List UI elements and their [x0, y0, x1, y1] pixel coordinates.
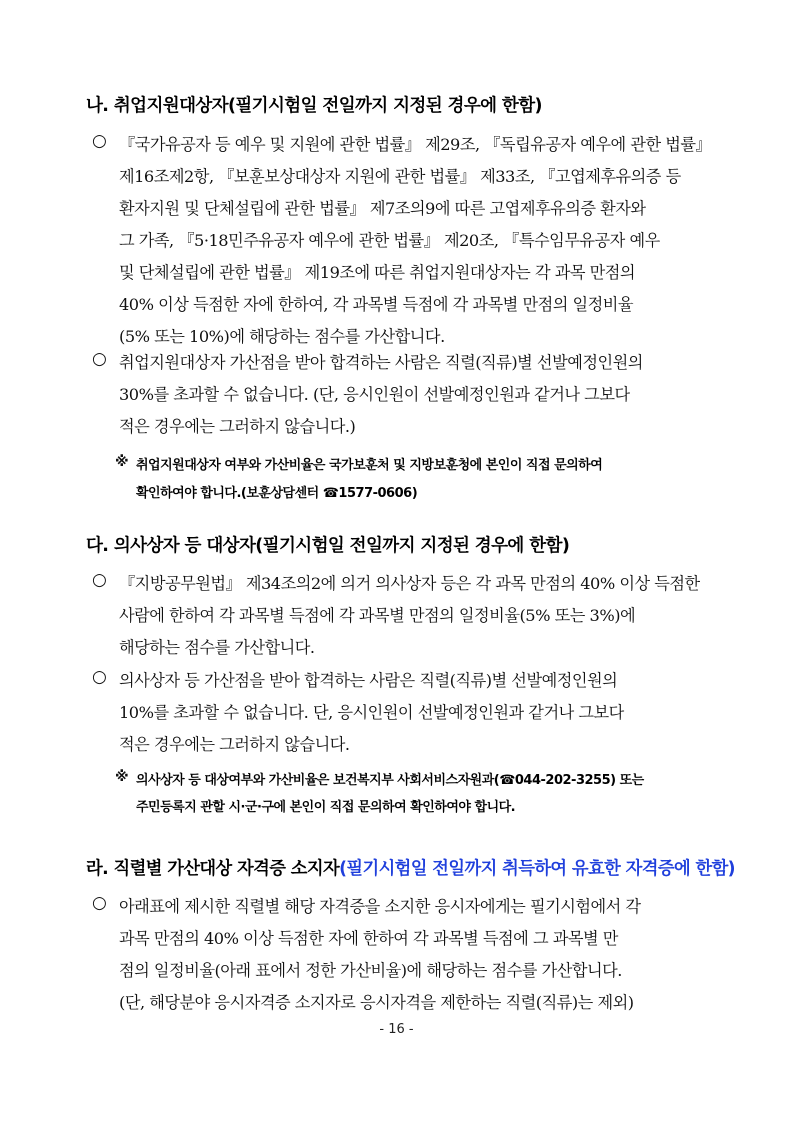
circle-bullet-icon: ○	[92, 131, 107, 151]
text-line: 점의 일정비율(아래 표에서 정한 가산비율)에 해당하는 점수를 가산합니다.	[119, 961, 622, 980]
circle-bullet-icon: ○	[92, 667, 107, 687]
text-line: 환자지원 및 단체설립에 관한 법률』 제7조의9에 따른 고엽제후유의증 환자와	[119, 199, 646, 218]
text-line: 『국가유공자 등 예우 및 지원에 관한 법률』 제29조, 『독립유공자 예우에 관한 법률』	[119, 135, 712, 154]
text-line: 제16조제2항, 『보훈보상대상자 지원에 관한 법률』 제33조, 『고엽제후유의증 등	[119, 167, 681, 186]
note-line: 확인하여야 합니다.(보훈상담센터 ☎1577-0606)	[136, 486, 418, 501]
text-line: 과목 만점의 40% 이상 득점한 자에 한하여 각 과목별 득점에 그 과목별 만	[119, 929, 618, 948]
text-line: 의사상자 등 가산점을 받아 합격하는 사람은 직렬(직류)별 선발예정인원의	[119, 671, 618, 690]
note-line: 의사상자 등 대상여부와 가산비율은 보건복지부 사회서비스자원과(☎044-202-3255) 또는	[136, 773, 644, 788]
section-heading-ra-highlight: (필기시험일 전일까지 취득하여 유효한 자격증에 한함)	[339, 859, 735, 879]
text-line: 취업지원대상자 가산점을 받아 합격하는 사람은 직렬(직류)별 선발예정인원의	[119, 353, 643, 372]
text-line: 아래표에 제시한 직렬별 해당 자격증을 소지한 응시자에게는 필기시험에서 각	[119, 897, 641, 916]
text-line: 그 가족, 『5·18민주유공자 예우에 관한 법률』 제20조, 『특수임무유공자 예우	[119, 231, 660, 250]
text-line: 적은 경우에는 그러하지 않습니다.)	[119, 417, 356, 436]
reference-mark-icon: ※	[115, 769, 129, 785]
text-line: 적은 경우에는 그러하지 않습니다.	[119, 735, 350, 754]
note-line: 취업지원대상자 여부와 가산비율은 국가보훈처 및 지방보훈청에 본인이 직접 문의하여	[136, 458, 603, 473]
text-line: 『지방공무원법』 제34조의2에 의거 의사상자 등은 각 과목 만점의 40% 이상 득점한	[119, 574, 700, 593]
circle-bullet-icon: ○	[92, 893, 107, 913]
text-line: 40% 이상 득점한 자에 한하여, 각 과목별 득점에 각 과목별 만점의 일정비율	[119, 295, 634, 314]
section-heading-na: 나. 취업지원대상자(필기시험일 전일까지 지정된 경우에 한함)	[86, 96, 542, 116]
text-line: 30%를 초과할 수 없습니다. (단, 응시인원이 선발예정인원과 같거나 그보다	[119, 385, 630, 404]
text-line: 해당하는 점수를 가산합니다.	[119, 638, 315, 657]
text-line: 및 단체설립에 관한 법률』 제19조에 따른 취업지원대상자는 각 과목 만점의	[119, 263, 636, 282]
section-heading-da: 다. 의사상자 등 대상자(필기시험일 전일까지 지정된 경우에 한함)	[86, 536, 570, 556]
section-heading-ra	[86, 855, 735, 880]
page-number: - 16 -	[379, 1022, 414, 1037]
text-line: (단, 해당분야 응시자격증 소지자로 응시자격을 제한하는 직렬(직류)는 제외)	[119, 993, 634, 1012]
circle-bullet-icon: ○	[92, 570, 107, 590]
reference-mark-icon: ※	[115, 454, 129, 470]
circle-bullet-icon: ○	[92, 349, 107, 369]
note-line: 주민등록지 관할 시·군·구에 본인이 직접 문의하여 확인하여야 합니다.	[136, 800, 516, 815]
text-line: 10%를 초과할 수 없습니다. 단, 응시인원이 선발예정인원과 같거나 그보다	[119, 703, 624, 722]
text-line: 사람에 한하여 각 과목별 득점에 각 과목별 만점의 일정비율(5% 또는 3%)에	[119, 606, 636, 625]
section-heading-ra-main: 라. 직렬별 가산대상 자격증 소지자	[86, 859, 340, 879]
text-line: (5% 또는 10%)에 해당하는 점수를 가산합니다.	[119, 327, 445, 346]
